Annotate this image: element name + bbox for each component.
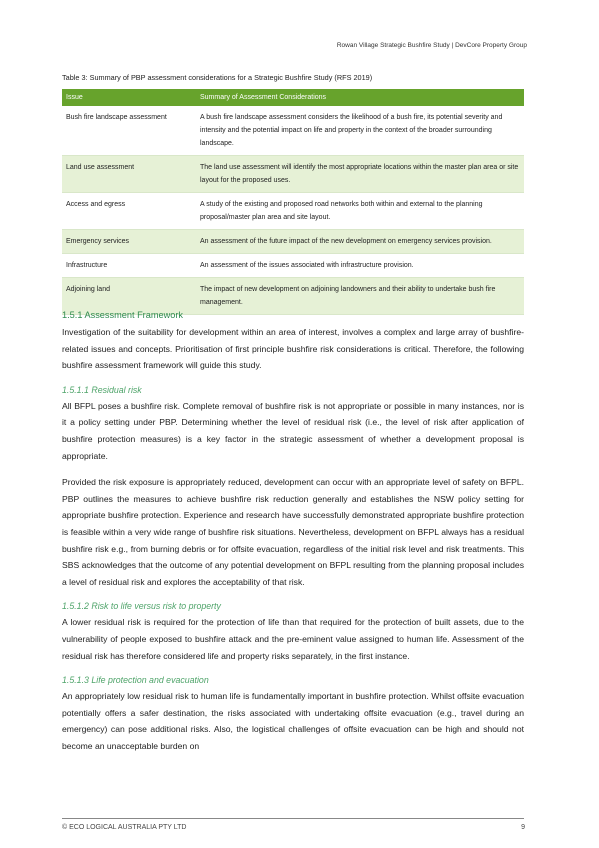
paragraph: An appropriately low residual risk to human life is fundamentally important in bushfire protection. Whilst offsite evacuation potentially offers a safer destination, the risks associated with undertaking offsite evacuation (e.g., travel during an emergency) can pose additional risks. Also, the logistical challenges of offsite evacuation can be high and should not become an unacceptable burden on — [62, 691, 524, 751]
issue-cell: Land use assessment — [62, 156, 196, 193]
issue-cell: Emergency services — [62, 230, 196, 254]
subsection-heading-risk-to-life: 1.5.1.2 Risk to life versus risk to property — [62, 601, 221, 612]
table-row — [62, 230, 524, 254]
table-header-row — [62, 89, 524, 106]
page-header: Rowan Village Strategic Bushfire Study | DevCore Property Group — [336, 42, 527, 49]
paragraph: All BFPL poses a bushfire risk. Complete removal of bushfire risk is not appropriate or possible in many instances, nor is it a policy setting under PBP. Determining whether the level of residual risk (i.e., the level of risk after application of bushfire protection measures) is a key factor in the strategic assessment of whether a development proposal is appropriate. — [62, 400, 524, 461]
summary-cell: The impact of new development on adjoining landowners and their ability to undertake bush fire management. — [196, 278, 524, 315]
table-row — [62, 254, 524, 278]
table-row — [62, 106, 524, 156]
summary-cell: An assessment of the future impact of the new development on emergency services provision. — [196, 230, 524, 254]
paragraph: Investigation of the suitability for development within an area of interest, involves a complex and large array of bushfire-related issues and concepts. Prioritisation of first principle bushfire risk considerations is critical. Therefore, the following bushfire assessment framework will guide this study. — [62, 327, 524, 371]
page-number: 9 — [521, 824, 525, 831]
section-heading-assessment-framework: 1.5.1 Assessment Framework — [62, 310, 184, 320]
paragraph: A lower residual risk is required for the protection of life than that required for the protection of built assets, due to the vulnerability of people exposed to bushfire attack and the pre-eminent value assigned to human life. Assessment of the residual risk has therefore considered life and property risks separately, in the first instance. — [62, 617, 524, 661]
column-header-issue: Issue — [62, 89, 196, 106]
subsection-heading-residual-risk: 1.5.1.1 Residual risk — [62, 384, 142, 395]
table-row — [62, 156, 524, 193]
paragraph: Provided the risk exposure is appropriately reduced, development can occur with an appropriate level of safety on BFPL. PBP outlines the measures to achieve bushfire risk reduction generally and establishes the NSW policy setting for appropriate bushfire protection. Experience and research have successfully demonstrated appropriate bushfire protection is feasible within a very wide range of bushfire risk situations. Nevertheless, development on BFPL always has a residual bushfire risk e.g., from burning debris or for offsite evacuation, regardless of the initial risk level and risk treatments. This SBS acknowledges that the outcome of any potential development on BFPL resulting from the planning proposal includes a level of residual risk and explores the acceptability of that risk. — [62, 477, 524, 587]
issue-cell: Adjoining land — [62, 278, 196, 315]
table-row — [62, 193, 524, 230]
summary-cell: The land use assessment will identify the most appropriate locations within the master plan area or site layout for the proposed uses. — [196, 156, 524, 193]
summary-cell: A bush fire landscape assessment considers the likelihood of a bush fire, its potential severity and intensity and the potential impact on life and property in the context of the broader surrounding landscape. — [196, 106, 524, 156]
table-caption: Table 3: Summary of PBP assessment considerations for a Strategic Bushfire Study (RFS 2019) — [62, 73, 373, 82]
summary-cell: An assessment of the issues associated with infrastructure provision. — [196, 254, 524, 278]
issue-cell: Infrastructure — [62, 254, 196, 278]
assessment-summary-table — [62, 89, 524, 315]
footer-copyright: © ECO LOGICAL AUSTRALIA PTY LTD — [62, 824, 187, 831]
column-header-summary: Summary of Assessment Considerations — [196, 89, 524, 106]
footer-divider — [62, 818, 524, 819]
body-content — [62, 309, 524, 764]
subsection-heading-life-protection: 1.5.1.3 Life protection and evacuation — [62, 675, 209, 686]
summary-cell: A study of the existing and proposed road networks both within and external to the planning proposal/master plan area and site layout. — [196, 193, 524, 230]
issue-cell: Access and egress — [62, 193, 196, 230]
issue-cell: Bush fire landscape assessment — [62, 106, 196, 156]
